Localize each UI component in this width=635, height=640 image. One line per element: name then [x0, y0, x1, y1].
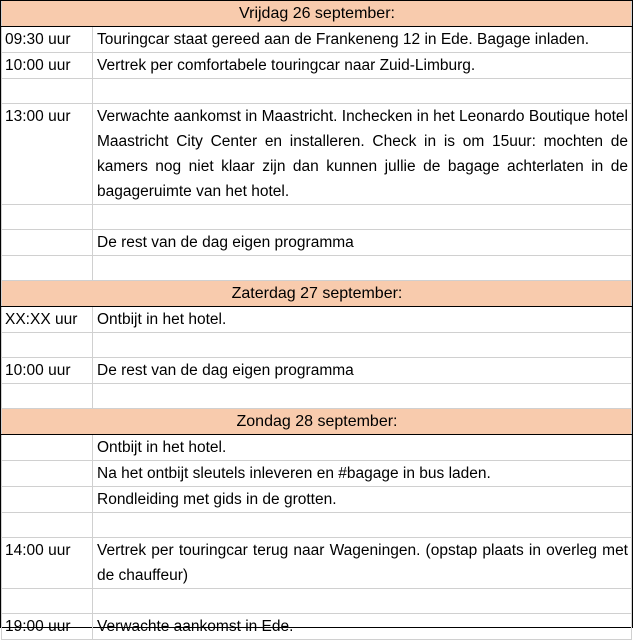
table-row [2, 256, 632, 281]
table-row [2, 513, 632, 538]
table-row [2, 461, 632, 487]
time-cell: 19:00 uur [2, 614, 93, 640]
table-row [2, 79, 632, 104]
time-cell [2, 79, 93, 104]
description-cell [93, 333, 632, 358]
time-cell: 13:00 uur [2, 104, 93, 205]
day-header: Vrijdag 26 september: [2, 1, 632, 27]
day-header-row [2, 409, 632, 435]
description-cell [93, 384, 632, 409]
table-row [2, 614, 632, 640]
table-row [2, 384, 632, 409]
time-cell: 10:00 uur [2, 53, 93, 79]
description-cell: Verwachte aankomst in Ede. [93, 614, 632, 640]
day-header-row [2, 281, 632, 307]
time-cell [2, 487, 93, 513]
day-header-row [2, 1, 632, 27]
time-cell: 10:00 uur [2, 358, 93, 384]
description-cell: Vertrek per comfortabele touringcar naar Zuid-Limburg. [93, 53, 632, 79]
table-row [2, 358, 632, 384]
description-cell [93, 513, 632, 538]
table-row [2, 27, 632, 53]
table-row [2, 589, 632, 614]
description-cell: De rest van de dag eigen programma [93, 358, 632, 384]
table-row [2, 487, 632, 513]
time-cell [2, 589, 93, 614]
time-cell: 09:30 uur [2, 27, 93, 53]
table-row [2, 333, 632, 358]
table-row [2, 538, 632, 589]
time-cell [2, 384, 93, 409]
description-cell: Ontbijt in het hotel. [93, 435, 632, 461]
time-cell [2, 256, 93, 281]
description-cell: De rest van de dag eigen programma [93, 230, 632, 256]
schedule-table [1, 1, 632, 640]
description-cell [93, 205, 632, 230]
time-cell [2, 435, 93, 461]
description-cell [93, 589, 632, 614]
time-cell [2, 513, 93, 538]
table-row [2, 205, 632, 230]
description-cell: Na het ontbijt sleutels inleveren en #bagage in bus laden. [93, 461, 632, 487]
time-cell: XX:XX uur [2, 307, 93, 333]
description-cell: Rondleiding met gids in de grotten. [93, 487, 632, 513]
day-header: Zondag 28 september: [2, 409, 632, 435]
description-cell: Ontbijt in het hotel. [93, 307, 632, 333]
description-cell [93, 79, 632, 104]
time-cell: 14:00 uur [2, 538, 93, 589]
description-cell: Touringcar staat gereed aan de Frankeneng 12 in Ede. Bagage inladen. [93, 27, 632, 53]
day-header: Zaterdag 27 september: [2, 281, 632, 307]
time-cell [2, 333, 93, 358]
table-row [2, 435, 632, 461]
time-cell [2, 461, 93, 487]
time-cell [2, 205, 93, 230]
table-row [2, 104, 632, 205]
description-cell [93, 256, 632, 281]
description-cell: Vertrek per touringcar terug naar Wageningen. (opstap plaats in overleg met de chauffeur) [93, 538, 632, 589]
time-cell [2, 230, 93, 256]
table-row [2, 307, 632, 333]
table-row [2, 53, 632, 79]
table-row [2, 230, 632, 256]
description-cell: Verwachte aankomst in Maastricht. Inchecken in het Leonardo Boutique hotel Maastricht City Center en installeren. Check in is om 15uur: mochten de kamers nog niet klaar zijn dan kunnen jullie de bagage achterlaten in de bagageruimte van het hotel. [93, 104, 632, 205]
